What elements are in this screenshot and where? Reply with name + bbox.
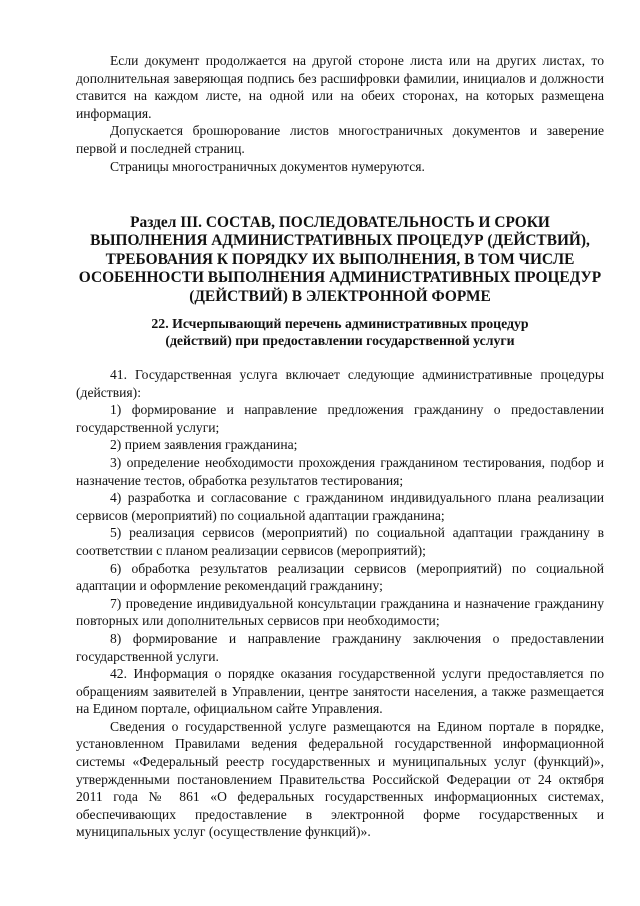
- list-item: 3) определение необходимости прохождения гражданином тестирования, подбор и назначение тестов, обработка результатов тестирования;: [76, 454, 604, 488]
- section-heading-line: (ДЕЙСТВИЙ) В ЭЛЕКТРОННОЙ ФОРМЕ: [189, 287, 491, 305]
- paragraph: 42. Информация о порядке оказания государственной услуги предоставляется по обращениям заявителей в Управлении, центре занятости населения, а также размещается на Едином портале, официальном сайте Управления.: [76, 666, 604, 717]
- list-item: 8) формирование и направление гражданину заключения о предоставлении государственной услуги.: [76, 630, 604, 664]
- section-heading-line: ОСОБЕННОСТИ ВЫПОЛНЕНИЯ АДМИНИСТРАТИВНЫХ ПРОЦЕДУР: [78, 269, 602, 287]
- paragraph: Если документ продолжается на другой стороне листа или на других листах, то дополнительная заверяющая подпись без расшифровки фамилии, инициалов и должности ставится на каждом листе, на одной или на обеих сторонах, на которых размещена информация.: [76, 53, 604, 121]
- section-heading-line: ВЫПОЛНЕНИЯ АДМИНИСТРАТИВНЫХ ПРОЦЕДУР (ДЕЙСТВИЙ),: [90, 232, 590, 250]
- list-item: 7) проведение индивидуальной консультации гражданина и назначение гражданину повторных или дополнительных сервисов при необходимости;: [76, 595, 604, 629]
- list-item: 2) прием заявления гражданина;: [110, 437, 298, 453]
- subsection-heading-line: 22. Исчерпывающий перечень административных процедур: [151, 316, 529, 331]
- intro-text: [76, 52, 604, 175]
- procedures-text: [76, 366, 604, 841]
- paragraph: Сведения о государственной услуге размещаются на Едином портале в порядке, установленном Правилами ведения федеральной государственной информационной системы «Федеральный реестр государственных и муниципальных услуг (функций)», утвержденными постановлением Правительства Российской Федерации от 24 октября 2011 года № 861 «О федеральных государственных информационных системах, обеспечивающих предоставление в электронной форме государственных и муниципальных услуг (осуществление функций)».: [76, 718, 604, 840]
- section-heading-line: ТРЕБОВАНИЯ К ПОРЯДКУ ИХ ВЫПОЛНЕНИЯ, В ТОМ ЧИСЛЕ: [105, 250, 575, 268]
- subsection-heading: [76, 315, 604, 350]
- paragraph: Страницы многостраничных документов нумеруются.: [110, 158, 425, 174]
- paragraph: 41. Государственная услуга включает следующие административные процедуры (действия):: [76, 367, 604, 400]
- paragraph: Допускается брошюрование листов многостраничных документов и заверение первой и последней страниц.: [76, 123, 604, 156]
- list-item: 5) реализация сервисов (мероприятий) по социальной адаптации гражданину в соответствии с планом реализации сервисов (мероприятий);: [76, 525, 604, 558]
- subsection-heading-line: (действий) при предоставлении государственной услуги: [165, 333, 515, 349]
- list-item: 4) разработка и согласование с гражданином индивидуального плана реализации сервисов (мероприятий) по социальной адаптации гражданина;: [76, 490, 604, 523]
- list-item: 1) формирование и направление предложения гражданину о предоставлении государственной услуги;: [76, 402, 604, 435]
- list-item: 6) обработка результатов реализации сервисов (мероприятий) по социальной адаптации и оформление рекомендаций гражданину;: [76, 560, 604, 594]
- section-heading-line: Раздел III. СОСТАВ, ПОСЛЕДОВАТЕЛЬНОСТЬ И СРОКИ: [130, 214, 550, 231]
- section-heading: [76, 214, 604, 306]
